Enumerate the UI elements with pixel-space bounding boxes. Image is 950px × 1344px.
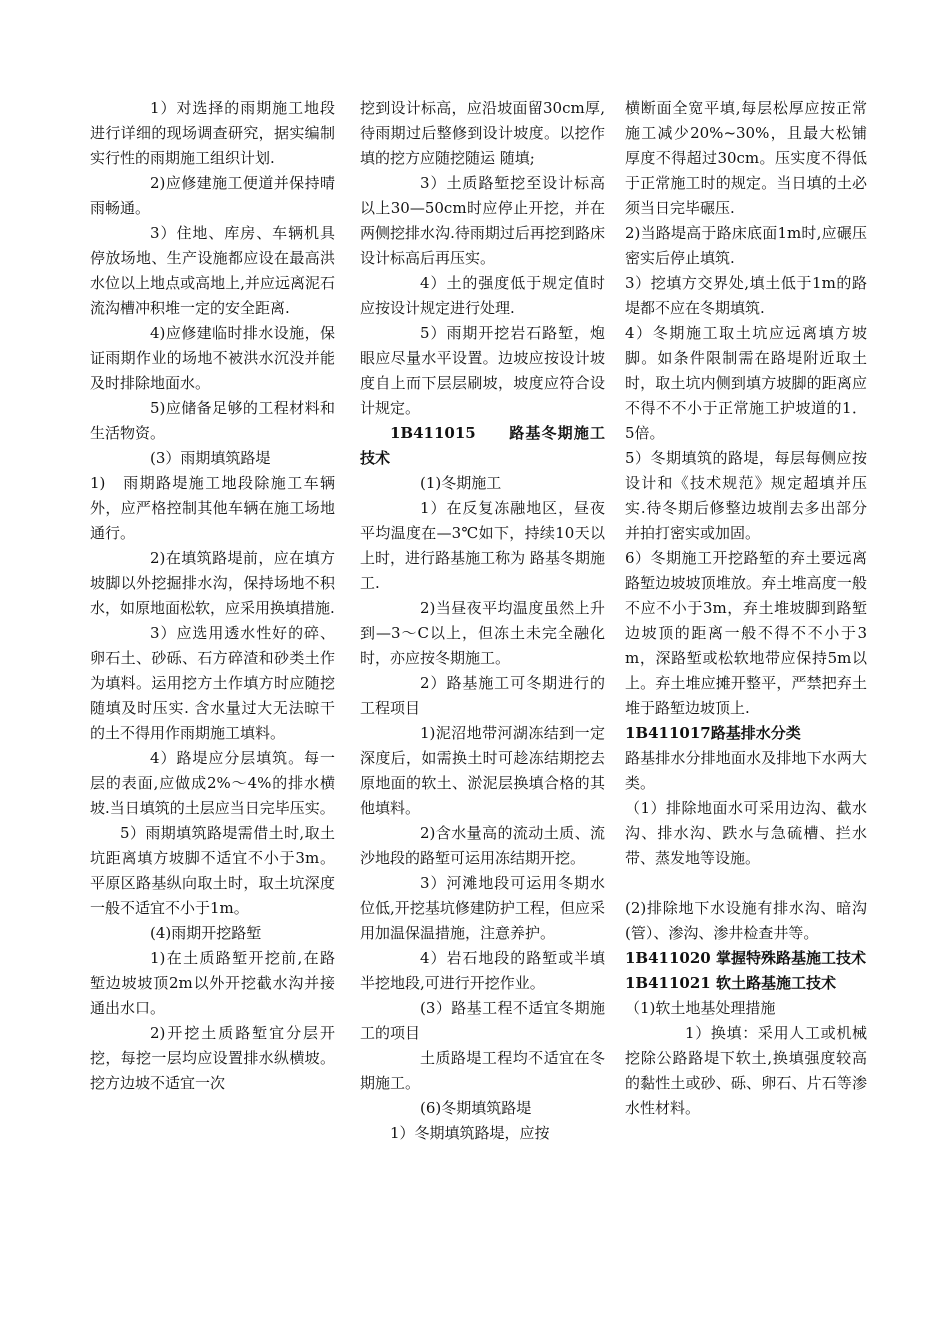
paragraph: 4）冬期施工取土坑应远离填方坡脚。如条件限制需在路堤附近取土时，取土坑内侧到填方坡脚的距离应不得不不小于正常施工护坡道的1．5倍。 [625,324,867,442]
paragraph: 2）路基施工可冬期进行的工程项目 [360,674,605,717]
paragraph: （1）排除地面水可采用边沟、截水沟、排水沟、跌水与急硫槽、拦水带、蒸发地等设施。 [625,799,867,867]
paragraph: 1）换填：采用人工或机械挖除公路路堤下软土,换填强度较高的黏性土或砂、砾、卵石、片石等渗水性材料。 [625,1024,867,1117]
paragraph: (6)冬期填筑路堤 [420,1099,532,1117]
paragraph: 3）挖填方交界处,填土低于1m的路堤都不应在冬期填筑. [625,274,867,317]
paragraph: 4)应修建临时排水设施，保证雨期作业的场地不被洪水沉没并能及时排除地面水。 [90,324,335,392]
paragraph: 5）冬期填筑的路堤，每层每侧应按设计和《技术规范》规定超填并压实.待冬期后修整边坡削去多出部分并拍打密实或加固。 [625,449,867,542]
paragraph: 4）土的强度低于规定值时应按设计规定进行处理. [360,274,605,317]
paragraph: 1)在土质路堑开挖前,在路堑边坡坡顶2m以外开挖截水沟并接通出水口。 [90,949,335,1017]
paragraph: 3）应选用透水性好的碎、卵石土、砂砾、石方碎渣和砂类土作为填料。运用挖方土作填方时应随挖随填及时压实. 含水量过大无法晾干的土不得用作雨期施工填料。 [90,624,335,742]
paragraph: 2)当路堤高于路床底面1m时,应碾压密实后停止填筑. [625,224,867,267]
paragraph: 1）冬期填筑路堤，应按 [390,1124,550,1142]
paragraph: 2)开挖土质路堑宜分层开挖，每挖一层均应设置排水纵横坡。挖方边坡不适宜一次 [90,1024,335,1092]
section-heading: 1B411015 路基冬期施工技术 [360,424,605,467]
paragraph: 2)当昼夜平均温度虽然上升到—3～C以上，但冻土未完全融化时，亦应按冬期施工。 [360,599,605,667]
paragraph: 挖到设计标高，应沿坡面留30cm厚,待雨期过后整修到设计坡度。以挖作填的挖方应随挖随运 随填; [360,99,605,167]
paragraph: 1)泥沼地带河湖冻结到一定深度后，如需换土时可趁冻结期挖去原地面的软土、淤泥层换填合格的其他填料。 [360,724,605,817]
paragraph: 3）河滩地段可运用冬期水位低,开挖基坑修建防护工程，但应采用加温保温措施，注意养护。 [360,874,605,942]
paragraph: 5）雨期填筑路堤需借土时,取土坑距离填方坡脚不适宜不小于3m。平原区路基纵向取土时，取土坑深度一般不适宜不小于1m。 [90,824,335,917]
paragraph: 1) 雨期路堤施工地段除施工车辆外，应严格控制其他车辆在施工场地通行。 [90,474,335,542]
section-heading: 1B411020 掌握特殊路基施工技术 [625,949,866,967]
text-column-middle [360,96,605,1146]
paragraph: (2)排除地下水设施有排水沟、暗沟(管）、渗沟、渗井检查井等。 [625,899,867,942]
paragraph: (3）路基工程不适宜冬期施工的项目 [360,999,605,1042]
paragraph: 2)应修建施工便道并保持晴雨畅通。 [90,174,335,217]
paragraph: 4）路堤应分层填筑。每一层的表面,应做成2%～4%的排水横坡.当日填筑的土层应当日完毕压实。 [90,749,335,817]
section-heading: 1B411017路基排水分类 [625,724,801,742]
paragraph: 3）住地、库房、车辆机具停放场地、生产设施都应设在最高洪水位以上地点或高地上,并应远离泥石流沟槽冲积堆一定的安全距离. [90,224,335,317]
paragraph: 土质路堤工程均不适宜在冬期施工。 [360,1049,605,1092]
paragraph: 2)在填筑路堤前，应在填方坡脚以外挖掘排水沟，保持场地不积水，如原地面松软，应采用换填措施. [90,549,335,617]
section-heading: 1B411021 软土路基施工技术 [625,974,836,992]
text-column-right [625,96,867,1121]
paragraph: 4）岩石地段的路堑或半填半挖地段,可进行开挖作业。 [360,949,605,992]
paragraph: 路基排水分排地面水及排地下水两大类。 [625,749,867,792]
paragraph: (4)雨期开挖路堑 [150,924,262,942]
paragraph: 5)应储备足够的工程材料和生活物资。 [90,399,335,442]
paragraph: 2)含水量高的流动土质、流沙地段的路堑可运用冻结期开挖。 [360,824,605,867]
paragraph: 5）雨期开挖岩石路堑，炮眼应尽量水平设置。边坡应按设计坡度自上而下层层刷坡，坡度应符合设计规定。 [360,324,605,417]
paragraph: （1)软土地基处理措施 [625,999,776,1017]
text-column-left [90,96,335,1096]
paragraph: 1）对选择的雨期施工地段进行详细的现场调查研究，据实编制实行性的雨期施工组织计划. [90,99,335,167]
paragraph: (3）雨期填筑路堤 [150,449,271,467]
paragraph: (1)冬期施工 [420,474,502,492]
paragraph: 1）在反复冻融地区，昼夜平均温度在—3℃如下，持续10天以上时，进行路基施工称为 路基冬期施工. [360,499,605,592]
paragraph: 3）土质路堑挖至设计标高以上30—50cm时应停止开挖，并在两侧挖排水沟.待雨期过后再挖到路床设计标高后再压实。 [360,174,605,267]
paragraph: 6）冬期施工开挖路堑的弃土要远离路堑边坡坡顶堆放。弃土堆高度一般不应不小于3m，弃土堆坡脚到路堑边坡顶的距离一般不得不不小于3m，深路堑或松软地带应保持5m以上。弃土堆应摊开整平，严禁把弃土堆于路堑边坡顶上. [625,549,867,717]
paragraph: 横断面全宽平填,每层松厚应按正常施工减少20%~30%，且最大松铺厚度不得超过30cm。压实度不得低于正常施工时的规定。当日填的土必须当日完毕碾压. [625,99,867,217]
